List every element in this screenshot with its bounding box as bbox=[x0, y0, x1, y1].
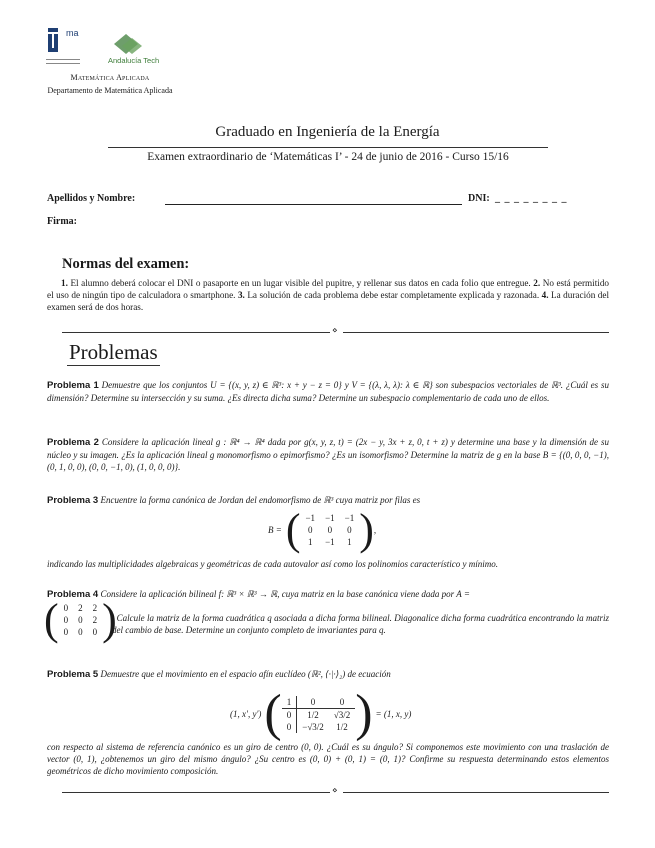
matrix-cell: 0 bbox=[347, 525, 352, 535]
dni-label: DNI: bbox=[468, 193, 490, 204]
rule-4-number: 4. bbox=[541, 290, 549, 301]
matrix-cell: −1 bbox=[325, 537, 335, 547]
matrix-open-paren: ( bbox=[264, 685, 282, 742]
problem-4-matrix bbox=[59, 602, 103, 638]
matrix-cell: 1/2 bbox=[336, 721, 348, 732]
matrix-cell: 1 bbox=[282, 696, 297, 709]
problem-1-text: Demuestre que los conjuntos U = {(x, y, z) ∈ ℝ³: x + y − z = 0} y V = {(λ, λ, λ): λ ∈ ℝ} son subespacios vectoriales de ℝ³. ¿Cuál es su dimensión? Determine su intersección y su suma. ¿Es directa dicha suma? Determine un subespacio complementario de cada uno de ellos. bbox=[47, 380, 610, 404]
problem-3-label: Problema 3 bbox=[47, 495, 99, 506]
separator-line-left bbox=[62, 792, 330, 793]
dni-field[interactable]: _ _ _ _ _ _ _ _ bbox=[495, 193, 568, 204]
name-field[interactable] bbox=[165, 204, 462, 205]
matrix-cell: −1 bbox=[344, 513, 355, 523]
matrix-cell: 0 bbox=[282, 721, 297, 733]
matrix-cell: 0 bbox=[63, 603, 69, 613]
matrix-cell: 2 bbox=[92, 603, 98, 613]
rule-4-text: La duración del examen será de dos horas. bbox=[47, 290, 610, 313]
matrix-cell: 0 bbox=[339, 696, 345, 707]
problem-2-label: Problema 2 bbox=[47, 437, 99, 448]
uma-logo-text: ma bbox=[66, 28, 79, 38]
matrix-open-paren: ( bbox=[285, 505, 301, 554]
matrix-cell: 0 bbox=[92, 627, 98, 637]
problem-5-eq-right: = (1, x, y) bbox=[375, 709, 412, 719]
problem-5-equation bbox=[230, 685, 412, 742]
problem-4-text-before: Considere la aplicación bilineal f: ℝ³ × ℝ³ → ℝ, cuya matriz en la base canónica viene dada por A = bbox=[100, 589, 470, 599]
problem-5-text-after: con respecto al sistema de referencia canónico es un giro de centro (0, 0). ¿Cuál es su ángulo? Si componemos este movimiento con una traslación de vector (0, 1), ¿obtenemos un giro del mismo ángulo? ¿Su centro es (0, 0) + (0, 1) = (0, 1)? Confirme su respuesta determinando estos elementos geométricos de dicho movimiento composición. bbox=[47, 742, 609, 777]
rule-3-text: La solución de cada problema debe estar completamente explicada y razonada. bbox=[247, 290, 540, 301]
exam-subtitle: Examen extraordinario de ‘Matemáticas I’ - 24 de junio de 2016 - Curso 15/16 bbox=[108, 147, 548, 163]
problem-2-text: Considere la aplicación lineal g : ℝ⁴ → ℝ⁴ dada por g(x, y, z, t) = (2x − y, 3x + z, 0, t + z) y determine una base y la dimensión de su núcleo y su imagen. ¿Es la aplicación lineal g monomorfismo o epimorfismo? ¿Es un isomorfismo? Determine la matriz de g en la base B = {(0, 0, 0, −1), (0, 1, 0, 0), (0, 0, −1, 0), (1, 0, 0, 0)}. bbox=[47, 437, 610, 473]
separator-line-left bbox=[62, 332, 330, 333]
problem-3-matrix-block bbox=[268, 505, 377, 554]
problem-3-text-before: Encuentre la forma canónica de Jordan del endomorfismo de ℝ³ cuya matriz por filas es bbox=[100, 495, 421, 505]
matrix-open-paren: ( bbox=[44, 595, 59, 644]
problem-5 bbox=[47, 668, 609, 681]
separator-line-right bbox=[343, 332, 609, 333]
problem-3-matrix-suffix: , bbox=[373, 525, 377, 535]
rules-title: Normas del examen: bbox=[62, 256, 190, 272]
problem-2 bbox=[47, 436, 609, 474]
separator-line-right bbox=[343, 792, 609, 793]
separator-diamond: ⋄ bbox=[332, 785, 338, 795]
problem-3 bbox=[47, 494, 609, 507]
matrix-cell: 0 bbox=[327, 525, 333, 535]
matrix-cell: 0 bbox=[78, 627, 83, 637]
problem-5-text-before: Demuestre que el movimiento en el espacio afín euclídeo (ℝ², ⟨·|·⟩₂) de ecuación bbox=[100, 669, 391, 679]
separator-diamond: ⋄ bbox=[332, 325, 338, 335]
rule-1-number: 1. bbox=[61, 278, 68, 288]
rule-3-number: 3. bbox=[237, 290, 245, 301]
problem-1 bbox=[47, 379, 609, 404]
name-label: Apellidos y Nombre: bbox=[47, 193, 136, 204]
rule-1-text: El alumno deberá colocar el DNI o pasaporte en un lugar visible del pupitre, y rellenar sus datos en cada folio que entregue. bbox=[70, 278, 531, 288]
matrix-cell: −1 bbox=[305, 513, 316, 523]
matrix-cell: 2 bbox=[78, 603, 83, 613]
matrix-cell: 2 bbox=[92, 615, 98, 625]
degree-title: Graduado en Ingeniería de la Energía bbox=[215, 124, 440, 140]
andalucia-tech-logo bbox=[108, 30, 176, 70]
matrix-cell: 0 bbox=[282, 708, 297, 721]
rule-2-text: No está permitido el uso de ningún tipo de calculadora o smartphone. bbox=[47, 278, 610, 301]
problem-4-matrix-block bbox=[44, 595, 117, 644]
department-name: Departamento de Matemática Aplicada bbox=[47, 86, 173, 95]
problem-3-matrix-name: B = bbox=[268, 525, 282, 535]
problem-5-label: Problema 5 bbox=[47, 669, 99, 680]
uma-logo bbox=[44, 22, 94, 68]
matrix-close-paren: ) bbox=[102, 595, 117, 644]
matrix-cell: 0 bbox=[310, 696, 316, 707]
matrix-cell: 0 bbox=[78, 615, 83, 625]
matrix-cell: 0 bbox=[63, 615, 69, 625]
department-area: Matemática Aplicada bbox=[70, 73, 150, 82]
problems-heading: Problemas bbox=[69, 340, 158, 364]
problem-4-after bbox=[112, 612, 609, 636]
matrix-cell: 0 bbox=[308, 525, 313, 535]
matrix-cell: 0 bbox=[63, 627, 69, 637]
problem-4-label: Problema 4 bbox=[47, 589, 99, 600]
matrix-close-paren: ) bbox=[359, 505, 374, 554]
matrix-cell: −1 bbox=[325, 513, 335, 523]
matrix-cell: 1/2 bbox=[297, 708, 329, 721]
rule-2-number: 2. bbox=[533, 278, 541, 288]
matrix-cell: −√3/2 bbox=[302, 721, 324, 732]
problem-4-text-after: . Calcule la matriz de la forma cuadrática q asociada a dicha forma bilineal. Diagonalice dicha forma cuadrática encontrando la matriz del cambio de base. Determine un conjunto completo de invariantes para q. bbox=[112, 613, 609, 636]
problem-3-text-after: indicando las multiplicidades algebraicas y geométricas de cada autovalor así como los polinomios característico y mínimo. bbox=[47, 559, 498, 569]
problem-5-matrix bbox=[282, 696, 355, 733]
problem-4 bbox=[47, 588, 609, 601]
matrix-cell: √3/2 bbox=[329, 708, 355, 721]
rules-text bbox=[47, 277, 609, 314]
signature-label: Firma: bbox=[47, 216, 77, 227]
matrix-close-paren: ) bbox=[355, 685, 373, 742]
andalucia-tech-logo-text: Andalucía Tech bbox=[108, 56, 160, 65]
problem-5-after bbox=[47, 741, 609, 778]
problem-3-matrix bbox=[300, 512, 359, 548]
problem-1-label: Problema 1 bbox=[47, 380, 99, 391]
problem-5-eq-left: (1, x′, y′) bbox=[230, 709, 262, 719]
matrix-cell: 1 bbox=[308, 537, 313, 547]
problem-3-after bbox=[47, 558, 609, 570]
matrix-cell: 1 bbox=[347, 537, 352, 547]
